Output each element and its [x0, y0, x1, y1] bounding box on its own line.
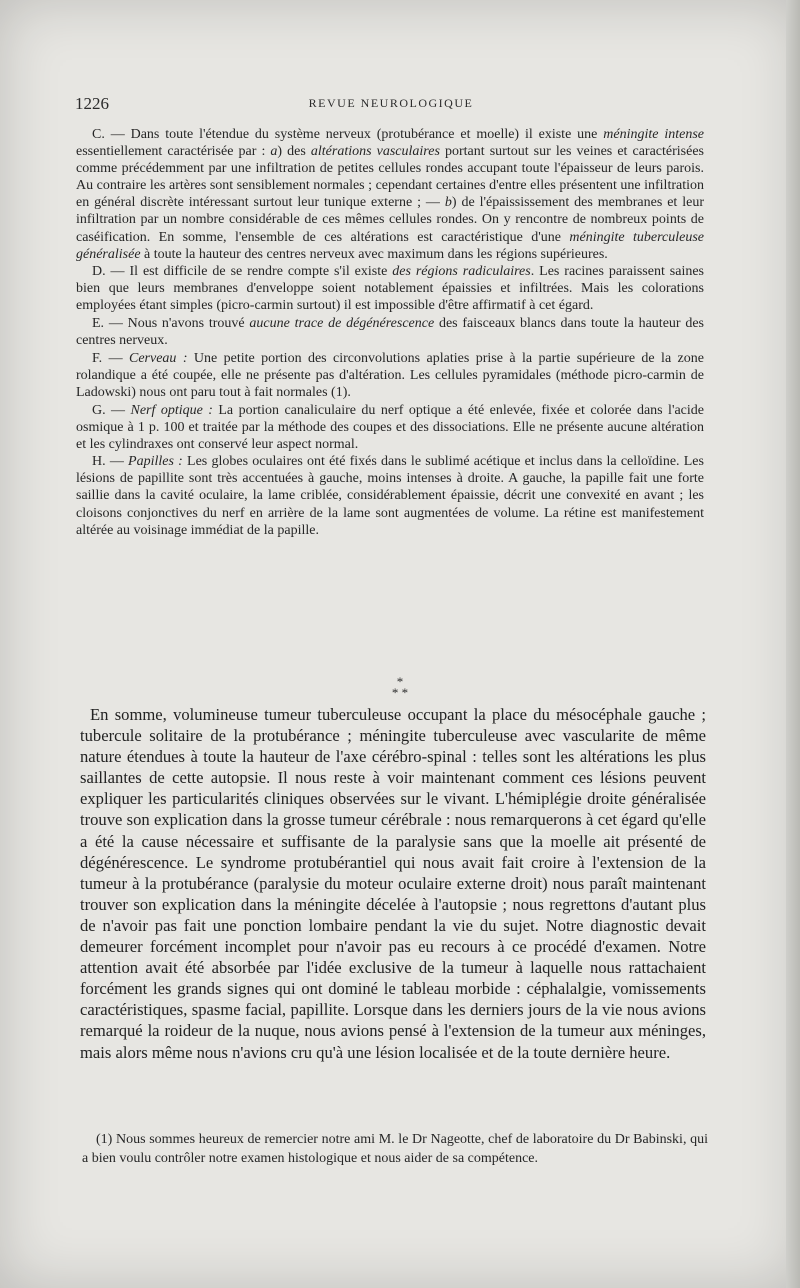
page-number: 1226	[75, 94, 109, 113]
section-separator	[0, 676, 800, 698]
text-run: La portion canaliculaire du nerf optique a été enlevée, fixée et colorée dans l'acide osmique à 1 p. 100 et traitée par la méthode des coupes et des dissociations. Elle ne présente aucune altération et les cylindraxes ont conservé leur aspect normal.	[76, 402, 704, 452]
italic-run: a	[270, 144, 278, 160]
italic-run: b	[444, 195, 452, 211]
italic-run: des régions radiculaires	[392, 264, 531, 280]
findings-section	[76, 126, 704, 539]
conclusion-section	[80, 704, 706, 1063]
footnote	[82, 1130, 708, 1168]
italic-run: Papilles :	[128, 454, 183, 470]
footnote-text: (1) Nous sommes heureux de remercier notre ami M. le Dr Nageotte, chef de laboratoire du Dr Babinski, qui a bien voulu contrôler notre examen histologique et nous aider de sa compétence.	[82, 1132, 708, 1166]
paragraph-h	[76, 453, 704, 538]
italic-run: méningite tuberculeuse généralisée	[76, 229, 704, 262]
page-edge-shadow	[786, 0, 800, 1288]
text-run: Une petite portion des circonvolutions aplaties prise à la partie supérieure de la zone rolandique a été coupée, elle ne présente pas d'altération. Les cellules pyramidales (méthode picro-carmin de Ladowski) nous ont paru tout à fait normales (1).	[76, 350, 704, 400]
text-run: F. —	[92, 350, 129, 366]
text-run: Les globes oculaires ont été fixés dans le sublimé acétique et inclus dans la celloïdine. Les lésions de papillite sont très accentuées à gauche, moins intenses à droite. A gauche, la papille fait une forte saillie dans la cavité oculaire, la lame criblée, considérablement épaissie, décrit une convexité en avant ; les cloisons conjonctives du nerf en arrière de la lame sont augmentées de volume. La rétine est manifestement altérée au voisinage immédiat de la papille.	[76, 454, 704, 538]
italic-run: Nerf optique :	[130, 402, 213, 418]
text-run: E. — Nous n'avons trouvé	[92, 316, 250, 332]
text-run: . Les racines paraissent saines bien que leurs membranes d'enveloppe soient notablement épaissies et infiltrées. Mais les colorations employées étant simples (picro-carmin surtout) il est impossible d'être affirmatif à cet égard.	[76, 264, 704, 314]
italic-run: méningite intense	[603, 127, 704, 142]
text-run: portant surtout sur les veines et caractérisées comme précédemment par une infiltration de petites cellules rondes accupant toute l'épaisseur de leurs parois. Au contraire les artères sont sensiblement normales ; cependant certaines d'entre elles présentent une infiltration en général discrète intéressant surtout leur tunique externe ; —	[76, 144, 705, 211]
paragraph-g	[76, 402, 704, 453]
italic-run: altérations vasculaires	[310, 144, 440, 160]
italic-run: Cerveau :	[128, 350, 188, 366]
text-run: H. —	[92, 454, 129, 470]
paragraph-c	[76, 126, 704, 263]
running-head: REVUE NEUROLOGIQUE	[308, 96, 474, 110]
text-run: ) de l'épaississement des membranes et leur infiltration par un nombre considérable de ces mêmes cellules rondes. On y rencontre de nombreux points de caséification. En somme, l'ensemble de ces altérations est caractéristique d'une	[76, 195, 705, 245]
paragraph-f	[76, 350, 704, 401]
text-run: C. — Dans toute l'étendue du système nerveux (protubérance et moelle) il existe une	[92, 127, 604, 142]
text-run: G. —	[92, 402, 131, 418]
text-run: à toute la hauteur des centres nerveux avec maximum dans les régions supérieures.	[140, 246, 608, 262]
text-run: ) des	[277, 144, 311, 160]
conclusion-paragraph: En somme, volumineuse tumeur tuberculeuse occupant la place du mésocéphale gauche ; tubercule solitaire de la protubérance ; méningite tuberculeuse avec vascularite de même nature étendues à toute la hauteur de l'axe cérébro-spinal : telles sont les altérations les plus saillantes de cette autopsie. Il nous reste à voir maintenant comment ces lésions peuvent expliquer les particularités cliniques observées sur le vivant. L'hémiplégie droite généralisée trouve son explication dans la grosse tumeur cérébrale : nous remarquerons à cet égard qu'elle a été la cause nécessaire et suffisante de la paralysie sans que la moelle ait présenté de dégénérescence. Le syndrome protubérantiel qui nous avait fait croire à l'extension de la tumeur à la protubérance (paralysie du moteur oculaire externe droit) nous paraît maintenant trouver son explication dans la méningite décelée à l'autopsie ; nous regrettons d'autant plus de n'avoir pas fait une ponction lombaire pendant la vie du sujet. Notre diagnostic devait demeurer forcément incomplet pour n'avoir pas eu recours à ce procédé d'examen. Notre attention avait été absorbée par l'idée exclusive de la tumeur à laquelle nous rattachaient forcément les grands signes qui ont dominé le tableau morbide : céphalalgie, vomissements caractéristiques, spasme facial, papillite. Lorsque dans les derniers jours de la vie nous avions remarqué la roideur de la nuque, nous avions pensé à l'extension de la tumeur aux méninges, mais alors même nous n'avions cru qu'à une lésion localisée et de la toute dernière heure.	[80, 705, 706, 1062]
page-header	[75, 94, 707, 114]
text-run: des faisceaux blancs dans toute la hauteur des centres nerveux.	[76, 316, 704, 349]
text-run: D. — Il est difficile de se rendre compte s'il existe	[92, 264, 393, 280]
paragraph-d	[76, 263, 704, 314]
asterism-top: *	[396, 674, 404, 689]
asterism-bottom: * *	[391, 685, 409, 700]
paragraph-e	[76, 315, 704, 349]
text-run: essentiellement caractérisée par :	[76, 144, 271, 160]
italic-run: aucune trace de dégénérescence	[249, 316, 435, 332]
